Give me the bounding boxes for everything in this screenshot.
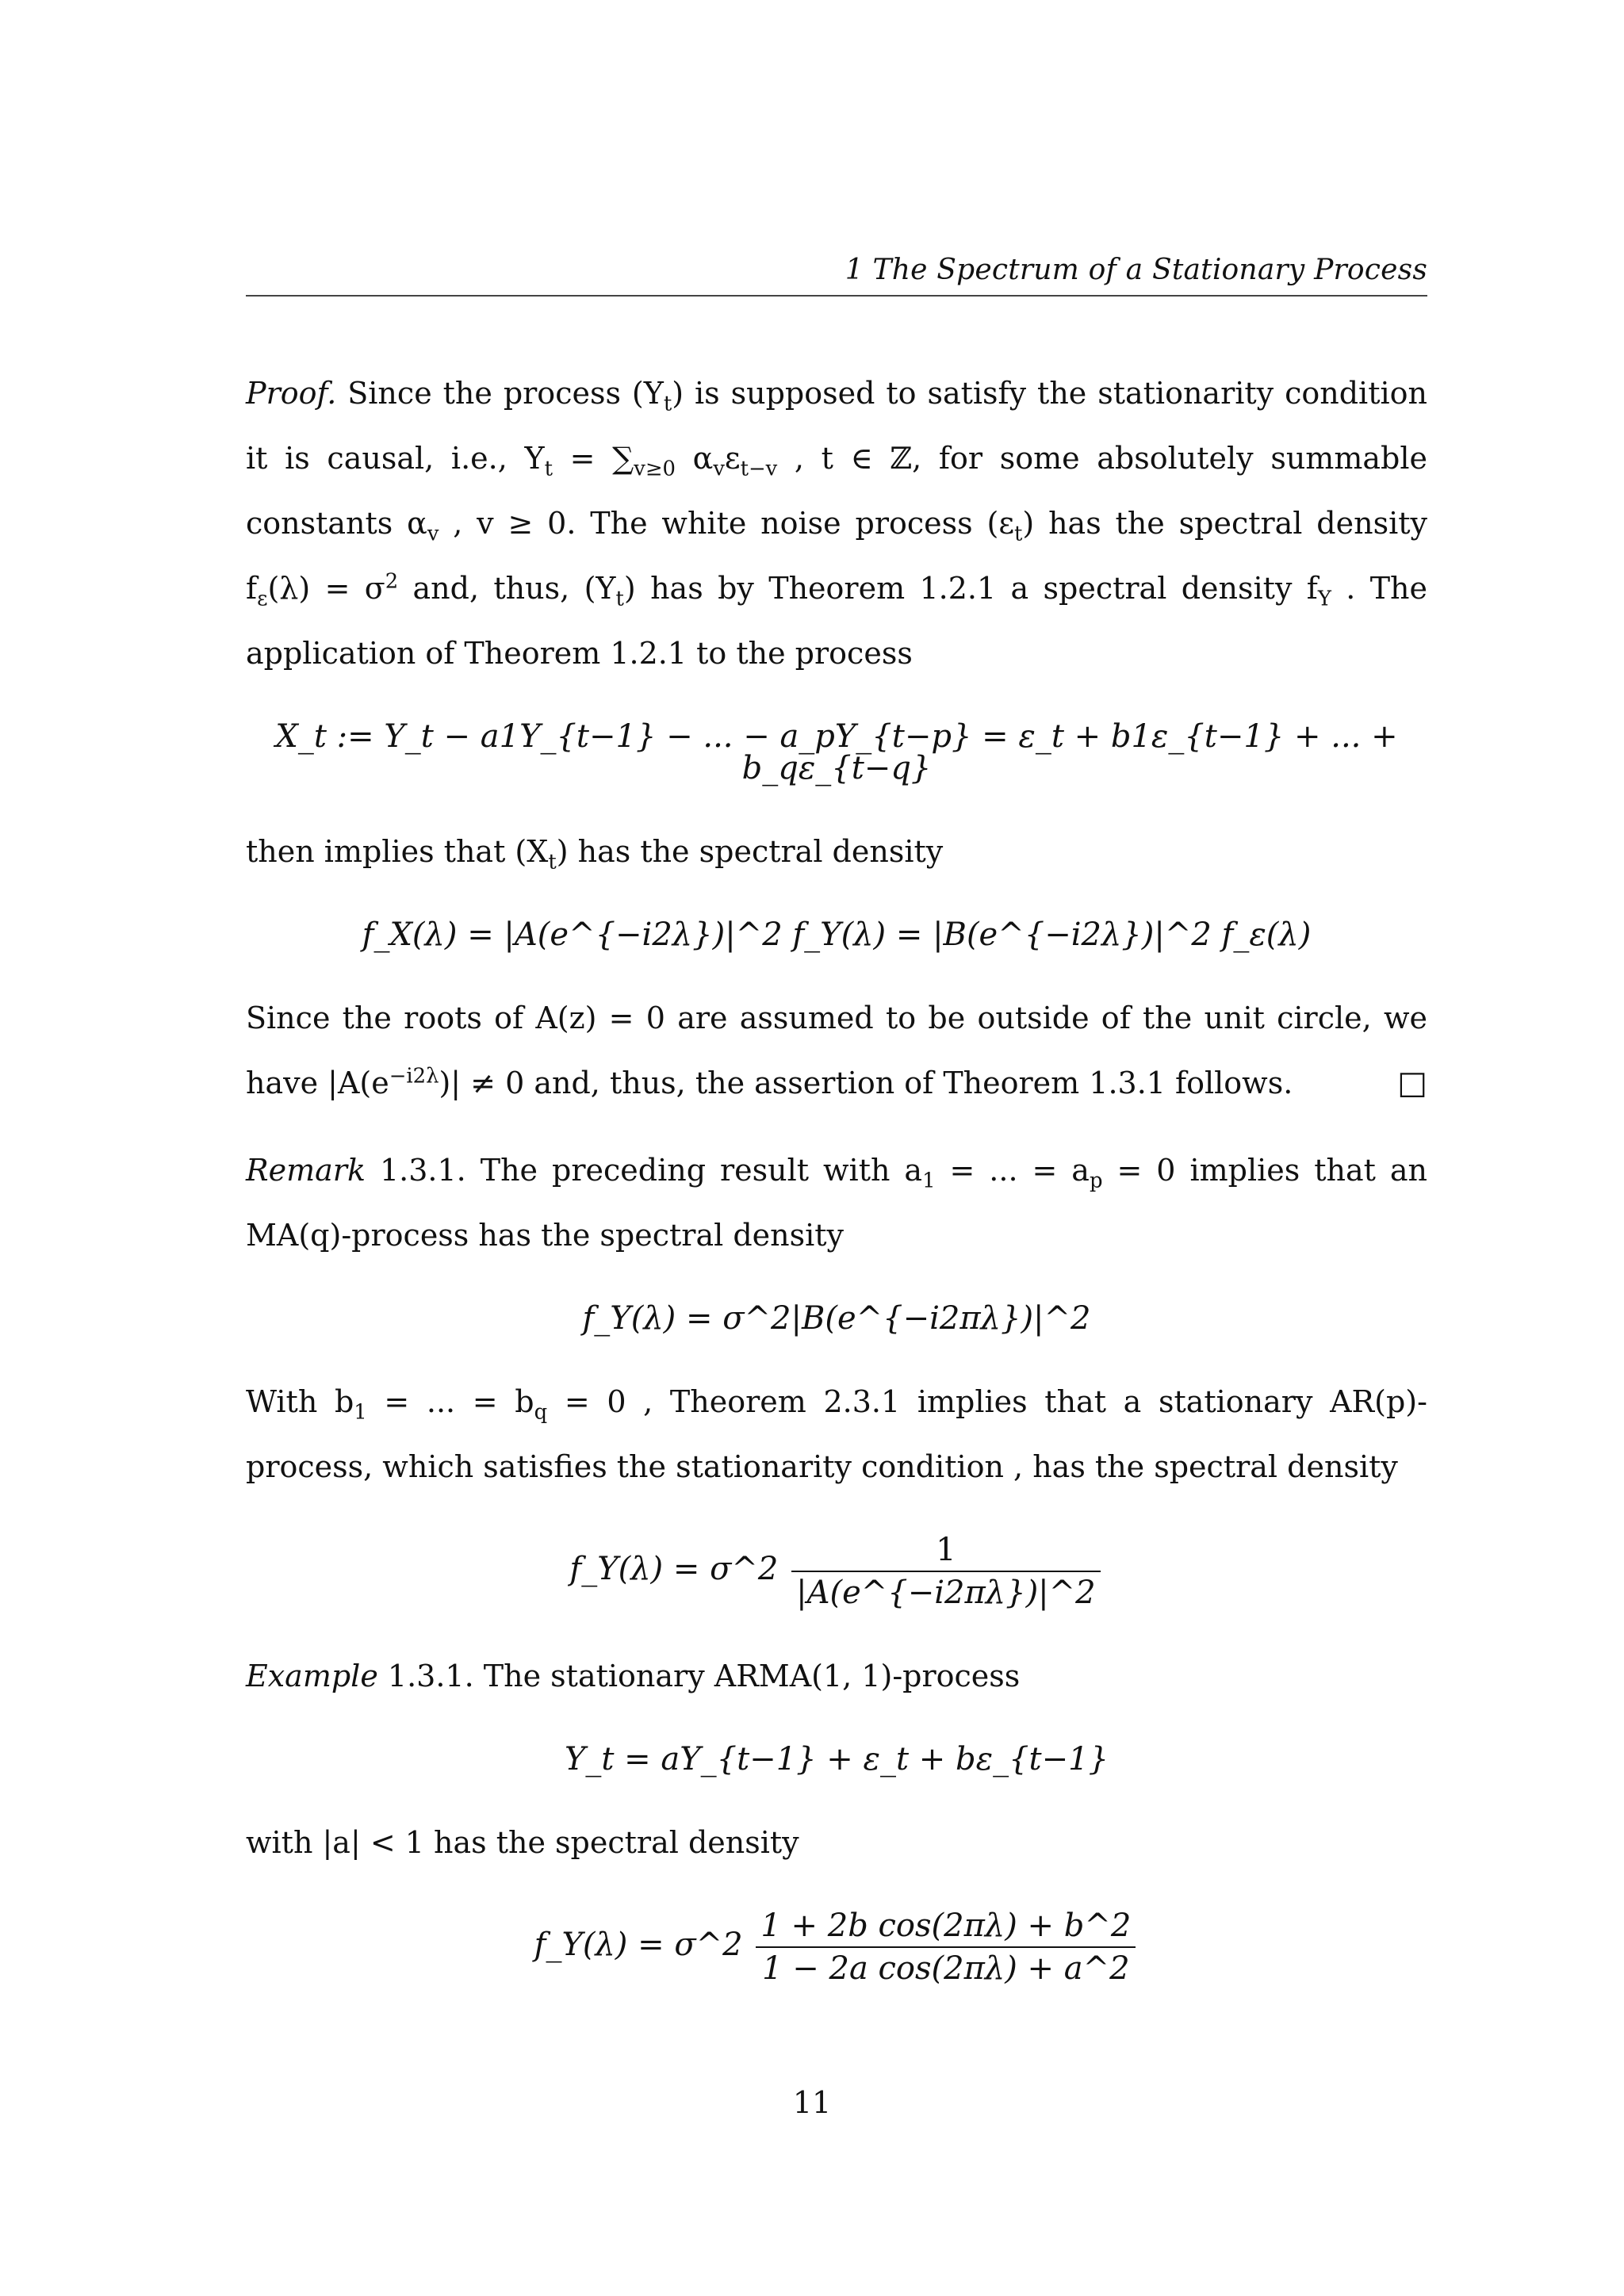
x-t-sub: t xyxy=(548,850,557,874)
roots-text: Since the roots of A(z) = 0 are assumed to be outside of the unit circle, we have |A(e xyxy=(246,1001,1427,1100)
ar-paragraph xyxy=(246,1369,1427,1499)
after-eq1b-text: ) has the spectral density xyxy=(556,834,944,869)
fraction-arma-denominator: 1 − 2a cos(2πλ) + a^2 xyxy=(762,1950,1130,1987)
epsilon-t-sub: t xyxy=(1014,522,1023,546)
proof-label: Proof. xyxy=(246,376,337,411)
equation-ma-density xyxy=(246,1300,1427,1337)
proof-text-2i: ) has the spectral density f xyxy=(246,506,1427,606)
ar-text-e: = 0 , Theorem 2.3.1 implies that a stationary AR(p)-process, which satisfies the stationarity condition , has the spectral density xyxy=(246,1384,1427,1484)
equation-arma-density xyxy=(246,1908,1427,1987)
b1-sub: 1 xyxy=(354,1400,367,1425)
roots-paragraph xyxy=(246,985,1427,1115)
remark-text: The preceding result with a xyxy=(480,1153,923,1188)
proof-text-2g: , t ∈ ℤ, for some absolutely summable constants α xyxy=(246,441,1427,541)
subscript-t: t xyxy=(663,392,672,416)
sum-index: v≥0 xyxy=(634,457,676,481)
equation-6-left: f_Y(λ) = σ^2 xyxy=(534,1927,743,1963)
sigma-squared: 2 xyxy=(385,569,399,594)
remark-text-c: = ... = a xyxy=(935,1153,1090,1188)
page-content xyxy=(246,361,1427,2019)
alpha-index: v xyxy=(713,457,725,481)
ar-text-c: = ... = b xyxy=(366,1384,534,1419)
f-epsilon-sub: ε xyxy=(257,587,268,611)
alpha-symbol: α xyxy=(675,441,714,476)
equation-arma xyxy=(246,1743,1427,1775)
running-title: 1 The Spectrum of a Stationary Process xyxy=(845,254,1427,286)
example-density-paragraph xyxy=(246,1810,1427,1875)
remark-text-e: = 0 implies that an MA(q)-process has the spectral density xyxy=(246,1153,1427,1253)
equation-4-left: f_Y(λ) = σ^2 xyxy=(569,1551,779,1587)
subscript-t: t xyxy=(544,457,553,481)
equation-5: Y_t = aY_{t−1} + ε_t + bε_{t−1} xyxy=(564,1741,1109,1777)
equation-3: f_Y(λ) = σ^2|B(e^{−i2πλ})|^2 xyxy=(582,1300,1091,1337)
equation-fx-spectral xyxy=(246,916,1427,953)
proof-paragraph xyxy=(246,361,1427,686)
qed-symbol: □ xyxy=(1397,1065,1427,1101)
proof-text-2h: , v ≥ 0. The white noise process (ε xyxy=(439,506,1015,541)
roots-text-c: )| ≠ 0 and, thus, the assertion of Theorem 1.3.1 follows. xyxy=(439,1066,1293,1100)
ap-sub: p xyxy=(1089,1169,1103,1193)
roots-exponent: −i2λ xyxy=(389,1064,439,1089)
a1-sub: 1 xyxy=(922,1169,936,1193)
remark-paragraph xyxy=(246,1138,1427,1268)
page-header xyxy=(246,254,1427,297)
remark-number: 1.3.1. xyxy=(379,1153,466,1188)
implies-paragraph xyxy=(246,819,1427,884)
proof-text-2m: and, thus, (Y xyxy=(398,571,616,606)
page-number: 11 xyxy=(792,2085,832,2120)
epsilon-index: t−v xyxy=(740,457,778,481)
equation-2: f_X(λ) = |A(e^{−i2λ})|^2 f_Y(λ) = |B(e^{−i2λ})|^2 f_ε(λ) xyxy=(362,916,1312,953)
f-y-sub: Y xyxy=(1317,587,1331,611)
fraction-ar-denominator: |A(e^{−i2πλ})|^2 xyxy=(796,1575,1096,1611)
proof-text-2: = ∑ xyxy=(569,441,634,476)
example-text-2: with |a| < 1 has the spectral density xyxy=(246,1825,799,1860)
example-paragraph xyxy=(246,1644,1427,1709)
equation-1: X_t := Y_t − a1Y_{t−1} − ... − a_pY_{t−p} = ε_t + b1ε_{t−1} + ... + b_qε_{t−q} xyxy=(275,718,1398,786)
remark-label: Remark xyxy=(246,1153,366,1188)
proof-text-2n: ) has by Theorem 1.2.1 a spectral density f xyxy=(623,571,1318,606)
example-number: 1.3.1. xyxy=(387,1659,474,1693)
equation-ar-density xyxy=(246,1534,1427,1609)
fraction-ar-numerator: 1 xyxy=(791,1534,1101,1572)
epsilon-symbol: ε xyxy=(724,441,741,476)
fraction-arma xyxy=(756,1908,1136,1987)
fraction-ar xyxy=(791,1534,1101,1609)
bq-sub: q xyxy=(534,1400,548,1425)
fraction-arma-numerator: 1 + 2b cos(2πλ) + b^2 xyxy=(756,1910,1136,1948)
proof-text-1c: ) is supposed to satisfy the stationarity condition it is causal, i.e., Y xyxy=(246,376,1427,476)
example-text: The stationary ARMA(1, 1)-process xyxy=(483,1659,1021,1693)
proof-text-2p: . The application of Theorem 1.2.1 to the process xyxy=(246,571,1428,671)
alpha-v-sub: v xyxy=(427,522,439,546)
example-label: Example xyxy=(246,1659,378,1693)
ar-text: With b xyxy=(246,1384,354,1419)
equation-xt-definition xyxy=(246,718,1427,786)
after-eq1-text: then implies that (X xyxy=(246,834,549,869)
y-t-sub: t xyxy=(615,587,624,611)
proof-text-1: Since the process (Y xyxy=(347,376,664,411)
proof-text-2k: (λ) = σ xyxy=(267,571,385,606)
